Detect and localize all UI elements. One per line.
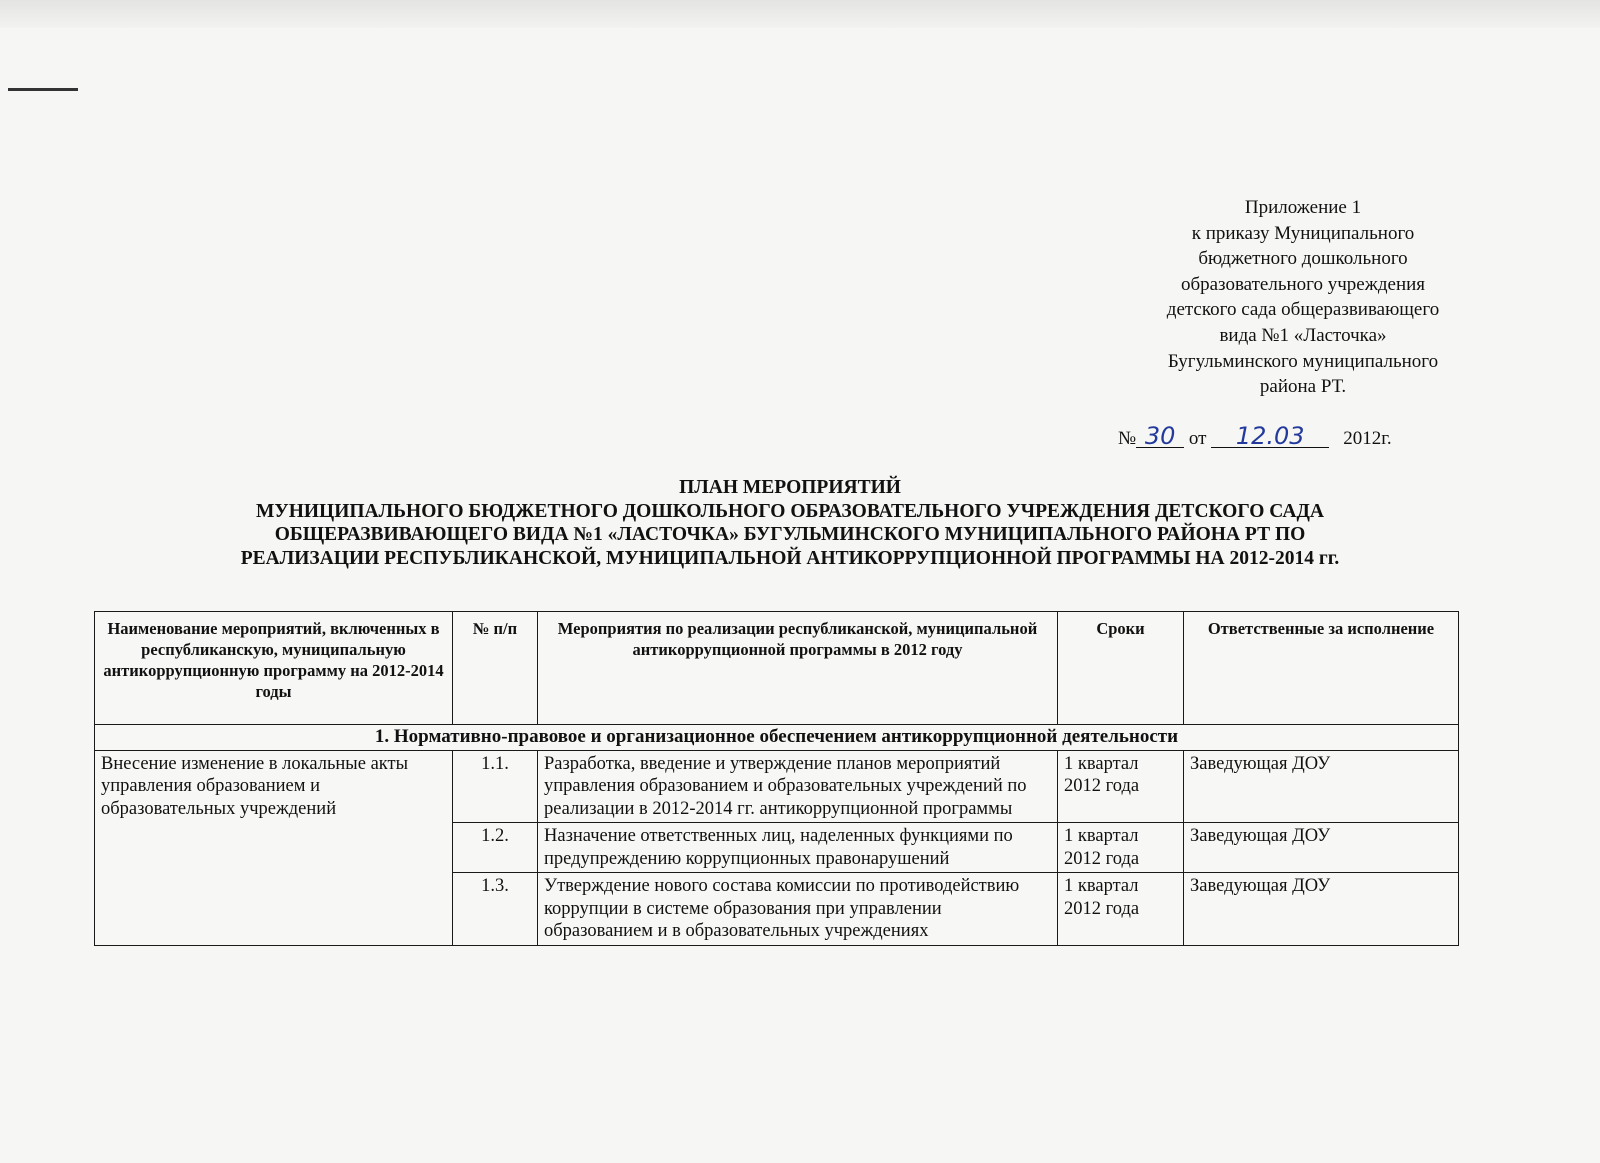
handwritten-order-date: 12.03 bbox=[1211, 425, 1329, 448]
section-title: 1. Нормативно-правовое и организационное обеспечением антикоррупционной деятельности bbox=[95, 725, 1459, 751]
row-responsible: Заведующая ДОУ bbox=[1184, 750, 1459, 823]
row-term: 1 квартал 2012 года bbox=[1058, 873, 1184, 946]
row-activity: Разработка, введение и утверждение планов мероприятий управления образованием и образовательных учреждений по реализации в 2012-2014 гг. антикоррупционной программы bbox=[538, 750, 1058, 823]
header-activities: Мероприятия по реализации республиканской, муниципальной антикоррупционной программы в 2012 году bbox=[538, 612, 1058, 725]
appendix-line: бюджетного дошкольного bbox=[1198, 248, 1408, 270]
appendix-block bbox=[1130, 195, 1476, 400]
appendix-line: вида №1 «Ласточка» bbox=[1219, 324, 1387, 346]
title-line: ОБЩЕРАЗВИВАЮЩЕГО ВИДА №1 «ЛАСТОЧКА» БУГУЛЬМИНСКОГО МУНИЦИПАЛЬНОГО РАЙОНА РТ ПО bbox=[274, 524, 1306, 545]
row-number: 1.1. bbox=[453, 750, 538, 823]
title-line: ПЛАН МЕРОПРИЯТИЙ bbox=[679, 477, 901, 498]
header-number: № п/п bbox=[453, 612, 538, 725]
row-number: 1.2. bbox=[453, 823, 538, 873]
appendix-line: Бугульминского муниципального bbox=[1167, 350, 1439, 372]
header-responsible: Ответственные за исполнение bbox=[1184, 612, 1459, 725]
appendix-line: образовательного учреждения bbox=[1180, 273, 1426, 295]
table-row bbox=[95, 750, 1459, 823]
order-number-line bbox=[1118, 422, 1448, 450]
row-activity: Назначение ответственных лиц, наделенных функциями по предупреждению коррупционных правонарушений bbox=[538, 823, 1058, 873]
appendix-line: к приказу Муниципального bbox=[1191, 222, 1415, 244]
row-term: 1 квартал 2012 года bbox=[1058, 823, 1184, 873]
number-prefix: № bbox=[1118, 428, 1137, 449]
year-suffix: 2012г. bbox=[1343, 428, 1392, 449]
row-activity: Утверждение нового состава комиссии по противодействию коррупции в системе образования при управлении образованием и в образовательных учреждениях bbox=[538, 873, 1058, 946]
group-name-cell: Внесение изменение в локальные акты управления образованием и образовательных учреждений bbox=[95, 750, 453, 945]
plan-table bbox=[94, 611, 1459, 946]
section-row bbox=[95, 725, 1459, 751]
row-term: 1 квартал 2012 года bbox=[1058, 750, 1184, 823]
appendix-line: детского сада общеразвивающего bbox=[1166, 299, 1440, 321]
header-program-name: Наименование мероприятий, включенных в республиканскую, муниципальную антикоррупционную программу на 2012-2014 годы bbox=[95, 612, 453, 725]
appendix-line: района РТ. bbox=[1259, 376, 1347, 398]
row-responsible: Заведующая ДОУ bbox=[1184, 873, 1459, 946]
date-prefix: от bbox=[1188, 428, 1207, 449]
table-header-row bbox=[95, 612, 1459, 725]
plan-title bbox=[120, 476, 1460, 570]
handwritten-order-number: 30 bbox=[1136, 425, 1184, 448]
appendix-line: Приложение 1 bbox=[1244, 197, 1362, 218]
title-line: РЕАЛИЗАЦИИ РЕСПУБЛИКАНСКОЙ, МУНИЦИПАЛЬНОЙ АНТИКОРРУПЦИОННОЙ ПРОГРАММЫ НА 2012-2014 гг. bbox=[240, 547, 1340, 569]
header-terms: Сроки bbox=[1058, 612, 1184, 725]
scan-top-edge bbox=[0, 0, 1600, 28]
title-line: МУНИЦИПАЛЬНОГО БЮДЖЕТНОГО ДОШКОЛЬНОГО ОБРАЗОВАТЕЛЬНОГО УЧРЕЖДЕНИЯ ДЕТСКОГО САДА bbox=[256, 500, 1324, 522]
pen-mark bbox=[8, 88, 78, 91]
row-responsible: Заведующая ДОУ bbox=[1184, 823, 1459, 873]
row-number: 1.3. bbox=[453, 873, 538, 946]
